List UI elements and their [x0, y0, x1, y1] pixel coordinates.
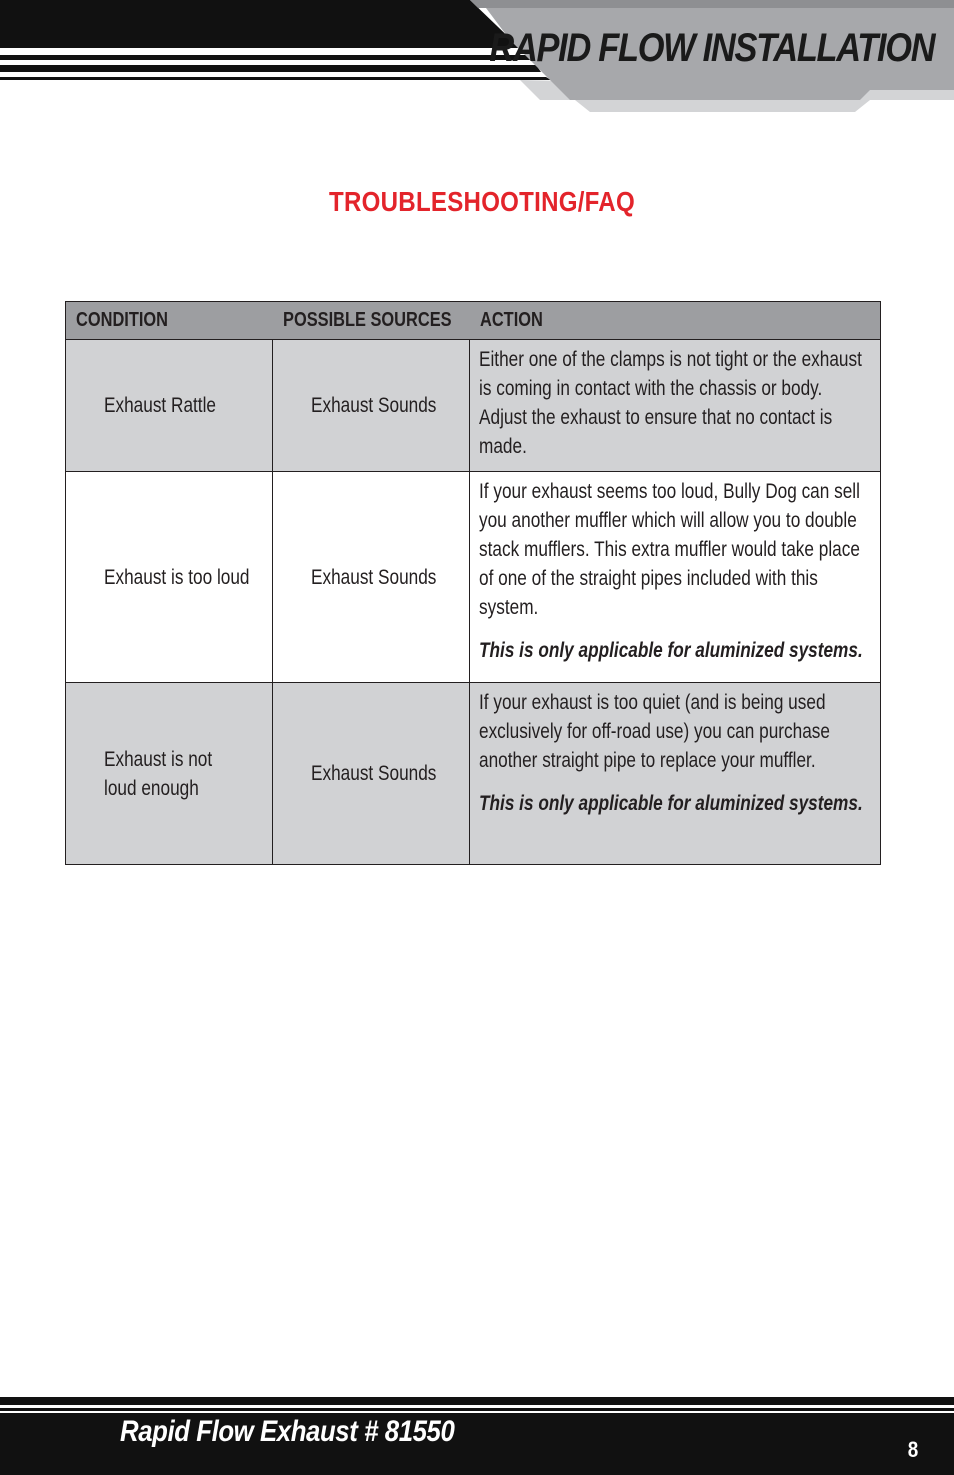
source-cell [273, 683, 470, 865]
table-row [66, 340, 881, 472]
page-footer [0, 1397, 954, 1475]
action-cell [470, 340, 881, 472]
condition-cell [66, 683, 273, 865]
troubleshooting-table [65, 301, 881, 865]
condition-cell [66, 472, 273, 683]
action-text: If your exhaust is too quiet (and is being used exclusively for off-road use) you can purchase another straight pipe to replace your muffler. [479, 691, 830, 772]
header-title: RAPID FLOW INSTALLATION [489, 26, 934, 70]
source-cell [273, 340, 470, 472]
table-header-row [66, 302, 881, 340]
action-text: If your exhaust seems too loud, Bully Dog can sell you another muffler which will allow you to double stack mufflers. This extra muffler would take place of one of the straight pipes included with this system. [479, 480, 860, 619]
source-cell [273, 472, 470, 683]
page-number: 8 [907, 1437, 918, 1462]
source-text: Exhaust Sounds [311, 565, 437, 589]
section-title: TROUBLESHOOTING/FAQ [329, 186, 635, 217]
column-header-action: ACTION [470, 302, 881, 340]
column-header-possible-sources: POSSIBLE SOURCES [273, 302, 470, 340]
action-cell [470, 472, 881, 683]
action-text: Either one of the clamps is not tight or the exhaust is coming in contact with the chassis or body. Adjust the exhaust to ensure that no contact is made. [479, 348, 862, 458]
action-cell [470, 683, 881, 865]
column-header-condition: CONDITION [66, 302, 273, 340]
source-text: Exhaust Sounds [311, 394, 437, 417]
action-note: This is only applicable for aluminized systems. [479, 792, 863, 815]
table-row [66, 683, 881, 865]
table-row [66, 472, 881, 683]
footer-title: Rapid Flow Exhaust # 81550 [120, 1415, 455, 1448]
source-text: Exhaust Sounds [311, 762, 437, 785]
condition-text: Exhaust is not loud enough [104, 747, 213, 800]
condition-cell [66, 340, 273, 472]
action-note: This is only applicable for aluminized systems. [479, 639, 863, 662]
page-header [0, 0, 954, 115]
condition-text: Exhaust is too loud [104, 565, 250, 589]
condition-text: Exhaust Rattle [104, 394, 216, 417]
